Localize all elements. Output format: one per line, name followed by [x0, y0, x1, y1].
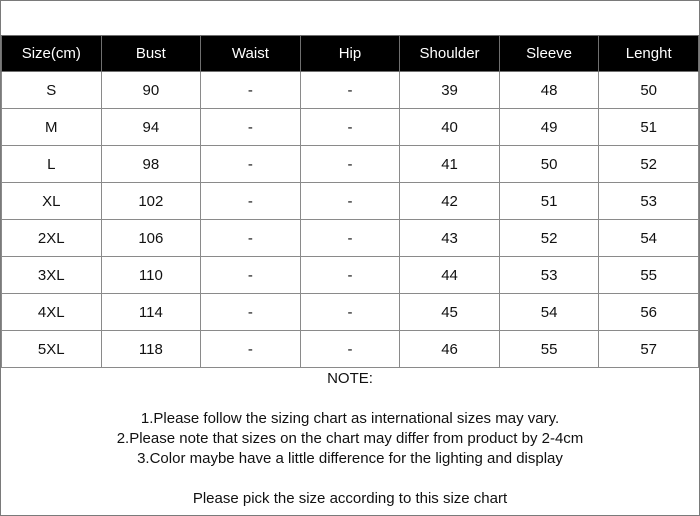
table-cell: 57: [599, 331, 699, 368]
table-cell: 48: [499, 72, 599, 109]
table-cell: -: [201, 183, 301, 220]
table-cell: -: [300, 294, 400, 331]
note-line-3: 3.Color maybe have a little difference for the lighting and display: [137, 450, 563, 467]
table-cell: 53: [499, 257, 599, 294]
size-table: [1, 35, 699, 368]
table-cell: 51: [599, 109, 699, 146]
table-cell: S: [2, 72, 102, 109]
table-row: [2, 183, 699, 220]
header-bust: Bust: [101, 36, 201, 72]
table-cell: -: [300, 109, 400, 146]
header-size: Size(cm): [2, 36, 102, 72]
table-cell: 110: [101, 257, 201, 294]
table-row: [2, 257, 699, 294]
table-cell: 102: [101, 183, 201, 220]
table-cell: 40: [400, 109, 500, 146]
table-cell: 39: [400, 72, 500, 109]
table-cell: 42: [400, 183, 500, 220]
table-cell: 49: [499, 109, 599, 146]
table-cell: -: [300, 257, 400, 294]
table-cell: 2XL: [2, 220, 102, 257]
table-cell: 43: [400, 220, 500, 257]
table-cell: 55: [599, 257, 699, 294]
table-cell: 41: [400, 146, 500, 183]
table-cell: -: [201, 220, 301, 257]
top-spacer: [1, 1, 699, 35]
table-cell: 4XL: [2, 294, 102, 331]
header-hip: Hip: [300, 36, 400, 72]
header-length: Lenght: [599, 36, 699, 72]
table-cell: 54: [599, 220, 699, 257]
header-shoulder: Shoulder: [400, 36, 500, 72]
table-cell: 98: [101, 146, 201, 183]
table-cell: 118: [101, 331, 201, 368]
table-cell: 45: [400, 294, 500, 331]
table-cell: 114: [101, 294, 201, 331]
header-row: [2, 36, 699, 72]
table-row: [2, 109, 699, 146]
table-cell: 51: [499, 183, 599, 220]
table-cell: -: [201, 109, 301, 146]
table-cell: 54: [499, 294, 599, 331]
table-cell: 55: [499, 331, 599, 368]
table-cell: L: [2, 146, 102, 183]
table-cell: M: [2, 109, 102, 146]
size-table-body: [2, 72, 699, 368]
table-cell: -: [201, 294, 301, 331]
table-cell: 56: [599, 294, 699, 331]
table-cell: -: [300, 146, 400, 183]
size-table-header: [2, 36, 699, 72]
table-row: [2, 146, 699, 183]
note-title: NOTE:: [327, 370, 373, 387]
table-cell: -: [201, 146, 301, 183]
table-cell: XL: [2, 183, 102, 220]
table-row: [2, 72, 699, 109]
table-cell: 94: [101, 109, 201, 146]
table-cell: 53: [599, 183, 699, 220]
header-waist: Waist: [201, 36, 301, 72]
note-line-2: 2.Please note that sizes on the chart may differ from product by 2-4cm: [116, 430, 584, 447]
table-cell: -: [300, 220, 400, 257]
table-cell: -: [201, 257, 301, 294]
table-cell: 3XL: [2, 257, 102, 294]
table-row: [2, 220, 699, 257]
closing-note: Please pick the size according to this size chart: [192, 490, 508, 507]
table-cell: -: [300, 183, 400, 220]
table-cell: 106: [101, 220, 201, 257]
table-cell: 5XL: [2, 331, 102, 368]
table-cell: -: [300, 72, 400, 109]
table-cell: 52: [499, 220, 599, 257]
table-cell: 44: [400, 257, 500, 294]
table-cell: 52: [599, 146, 699, 183]
table-cell: 46: [400, 331, 500, 368]
note-line-1: 1.Please follow the sizing chart as international sizes may vary.: [140, 410, 560, 427]
table-cell: -: [201, 72, 301, 109]
header-sleeve: Sleeve: [499, 36, 599, 72]
table-row: [2, 294, 699, 331]
notes-section: [1, 368, 699, 509]
table-cell: 90: [101, 72, 201, 109]
table-cell: 50: [499, 146, 599, 183]
table-cell: -: [201, 331, 301, 368]
table-cell: 50: [599, 72, 699, 109]
table-cell: -: [300, 331, 400, 368]
table-row: [2, 331, 699, 368]
